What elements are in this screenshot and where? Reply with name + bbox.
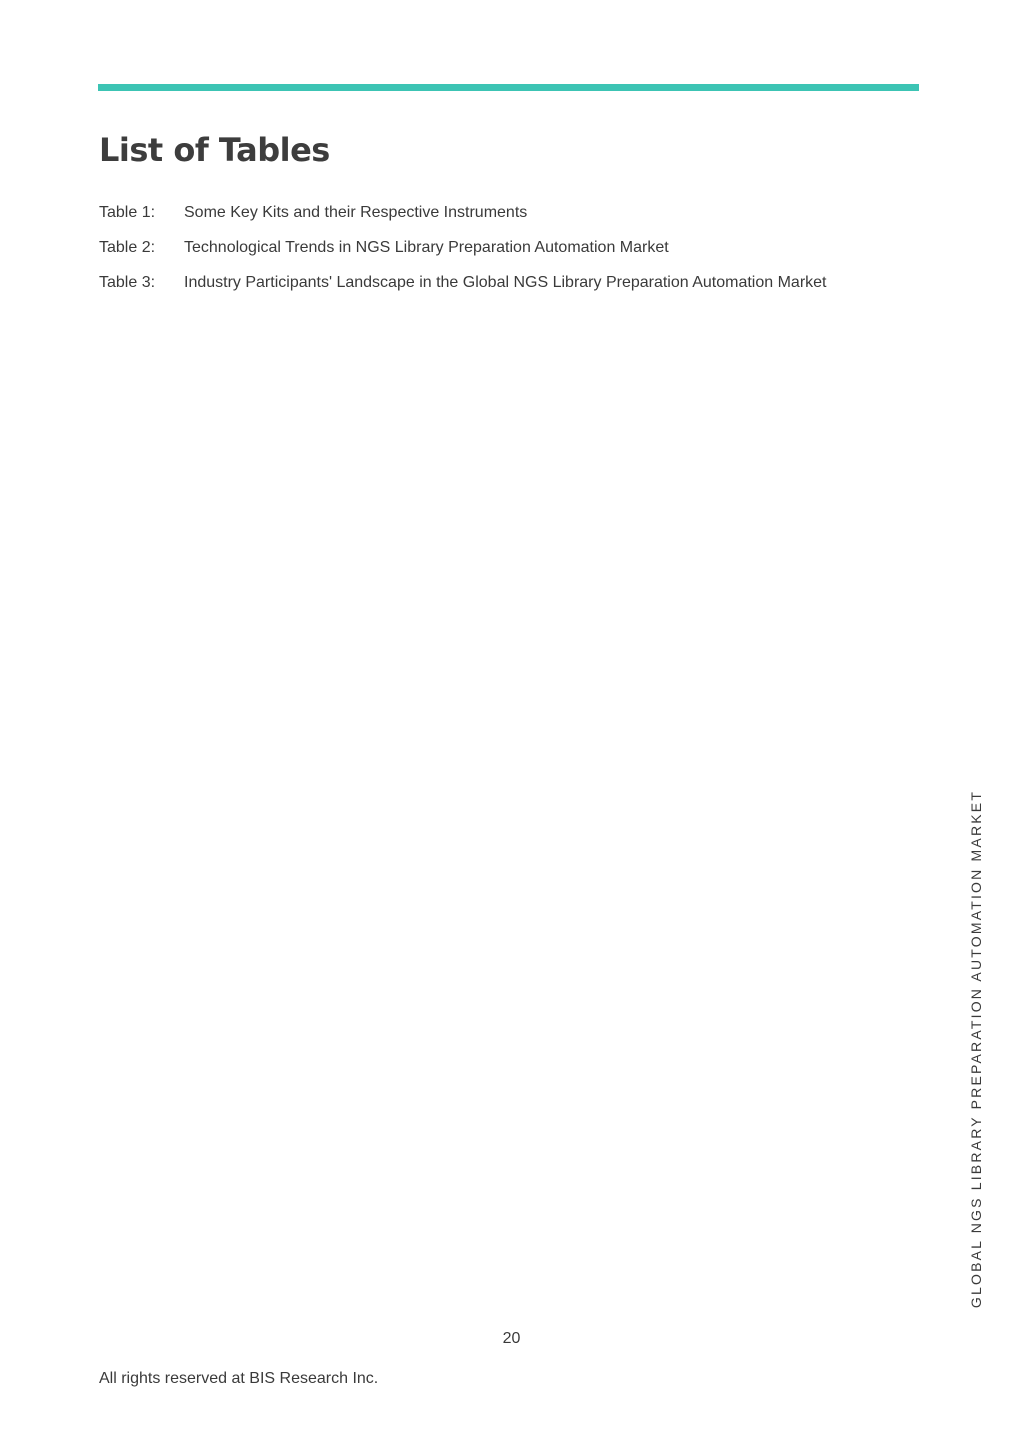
page-title: List of Tables (99, 131, 330, 169)
table-number: Table 3: (99, 274, 156, 291)
page-number: 20 (502, 1330, 521, 1347)
tables-list (99, 203, 919, 308)
footer-copyright: All rights reserved at BIS Research Inc. (99, 1370, 379, 1387)
table-title: Industry Participants' Landscape in the Global NGS Library Preparation Automation Market (184, 274, 827, 291)
top-accent-rule (98, 84, 919, 91)
list-item[interactable] (99, 238, 919, 273)
table-number: Table 2: (99, 239, 156, 256)
table-title: Technological Trends in NGS Library Preparation Automation Market (184, 239, 669, 256)
list-item[interactable] (99, 203, 919, 238)
list-item[interactable] (99, 273, 919, 308)
table-number: Table 1: (99, 204, 156, 221)
table-title: Some Key Kits and their Respective Instruments (184, 204, 528, 221)
side-running-title: GLOBAL NGS LIBRARY PREPARATION AUTOMATION MARKET (968, 789, 984, 1309)
